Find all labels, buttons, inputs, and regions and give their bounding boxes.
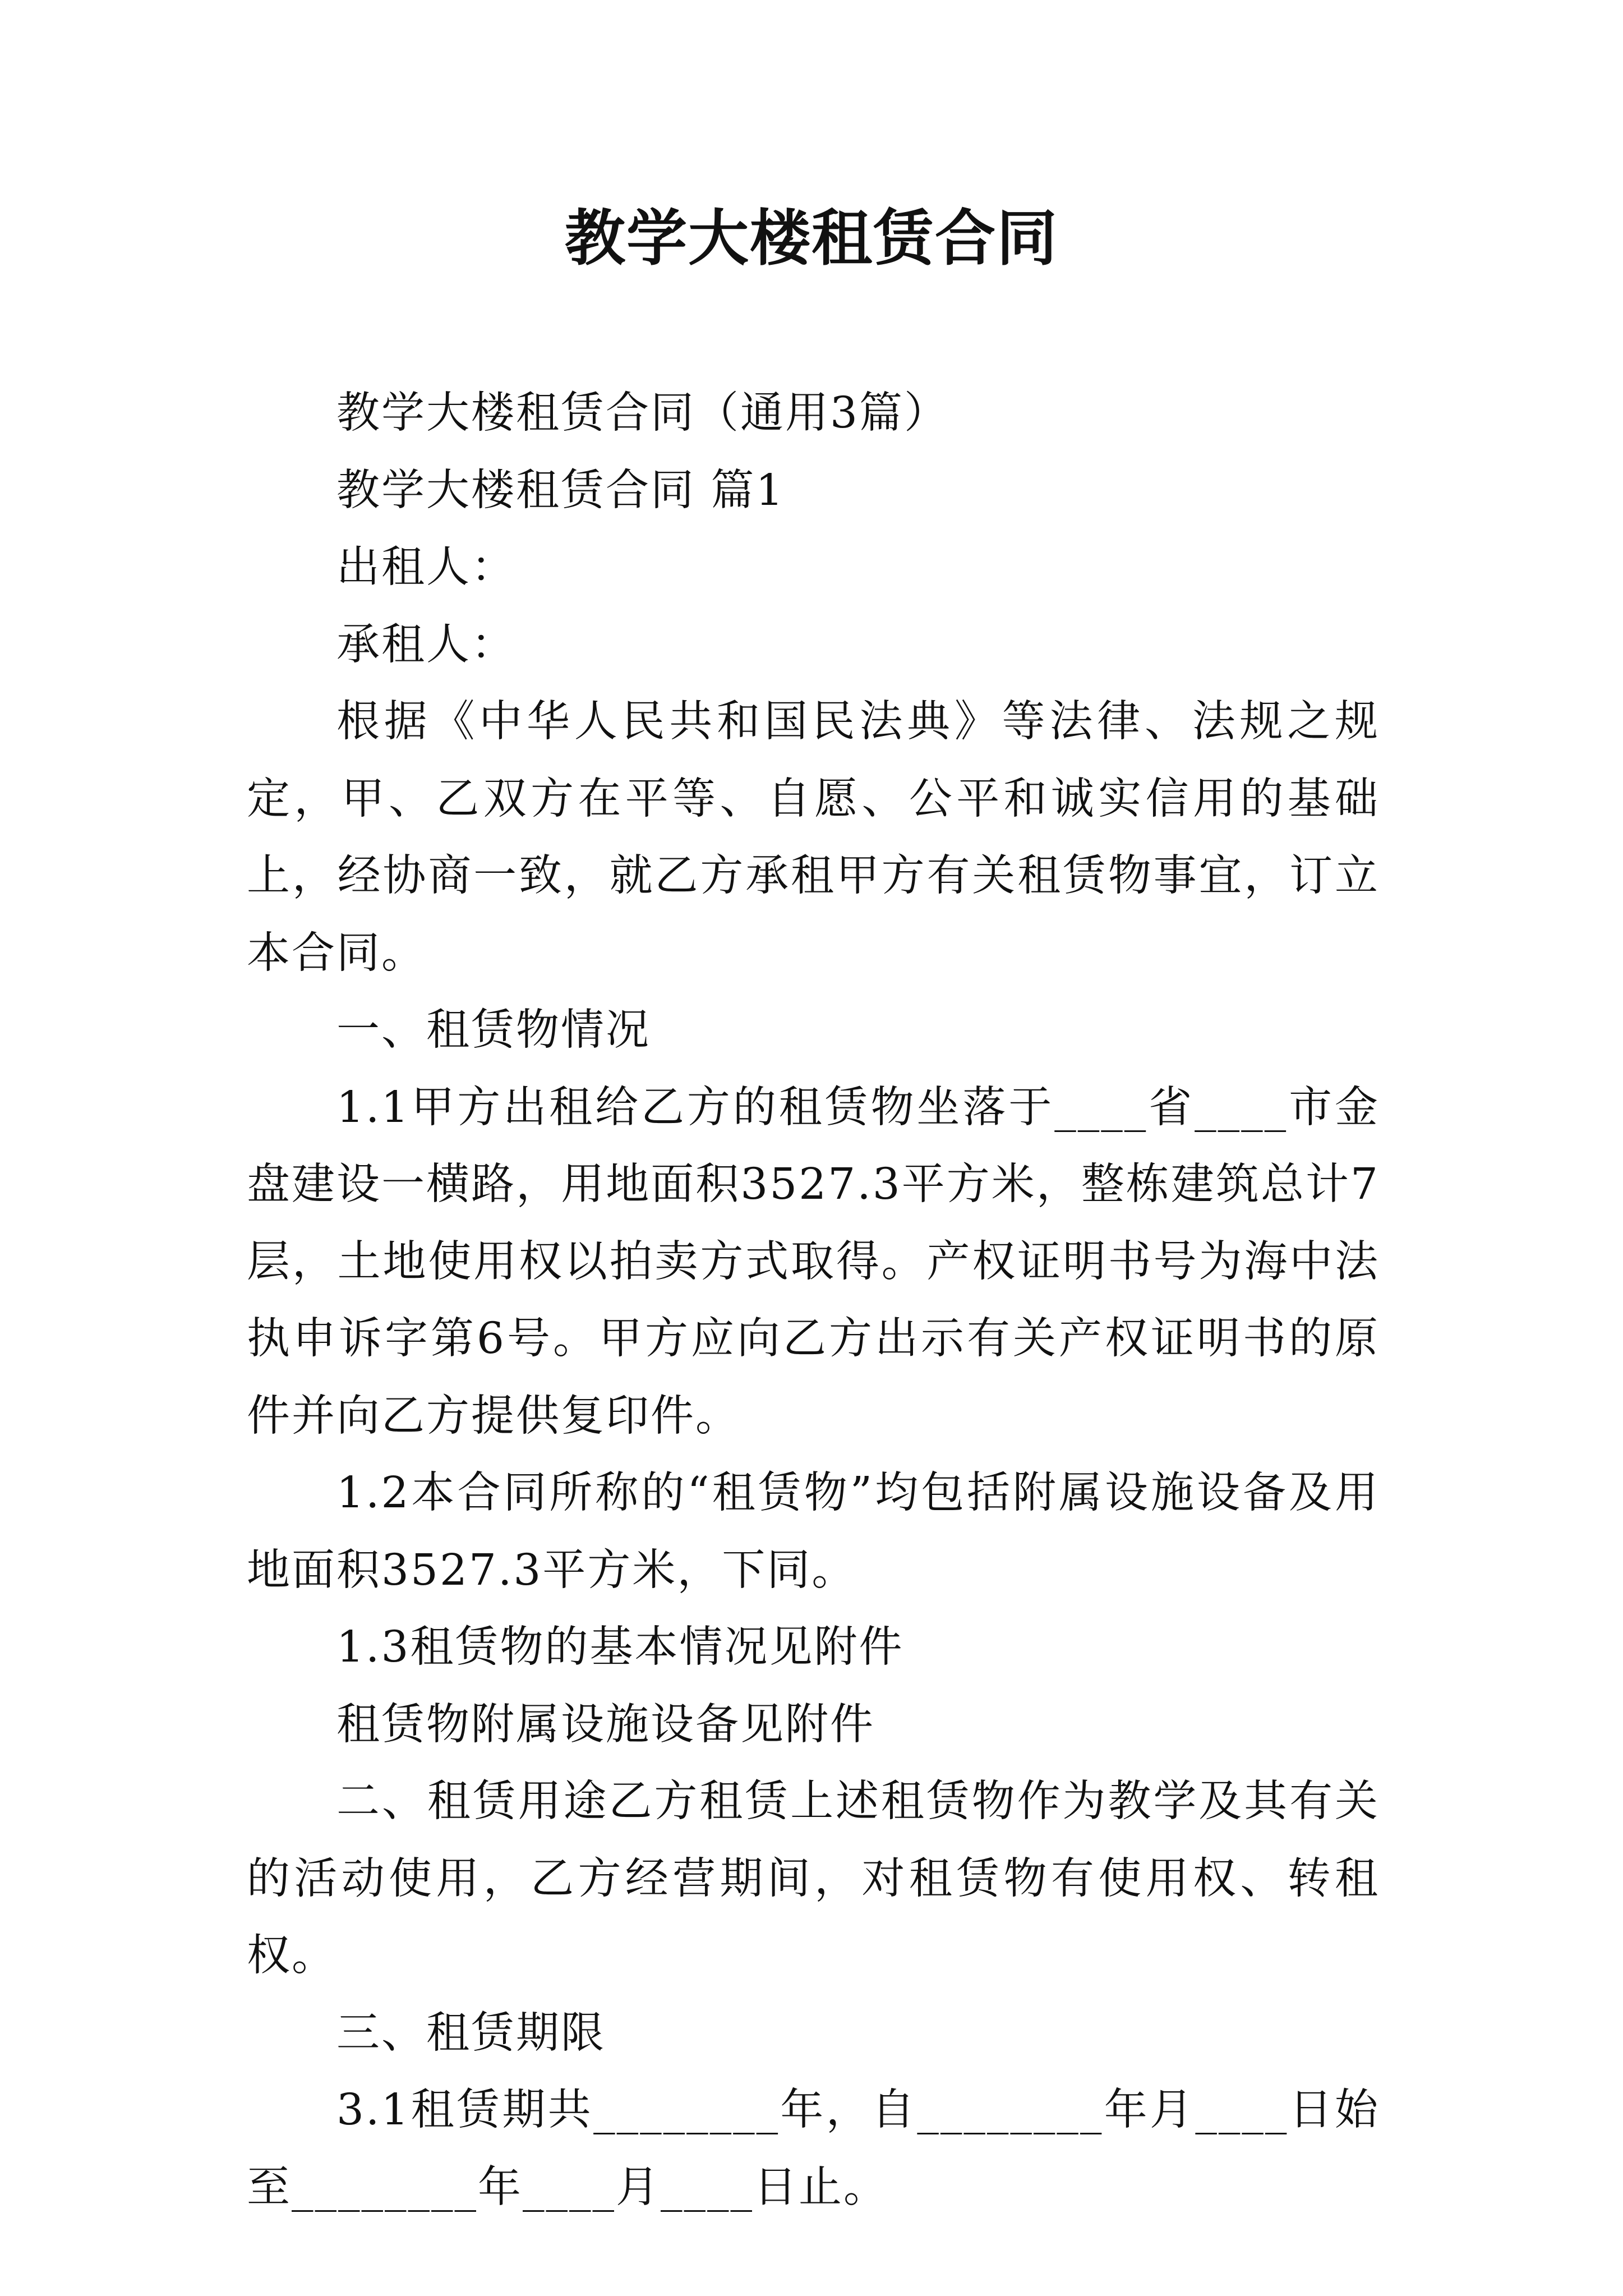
document-body [247, 375, 1380, 2226]
text-line: 租赁物附属设施设备见附件 [336, 1699, 875, 1750]
lessee-paragraph [247, 606, 1380, 684]
preamble-paragraph [247, 683, 1380, 992]
section-1-heading [247, 992, 1380, 1069]
section-2-paragraph [247, 1763, 1380, 1995]
clause-1-1-paragraph [247, 1069, 1380, 1455]
clause-1-3-paragraph [247, 1609, 1380, 1686]
text-line: 商一致，就乙方承租甲方有关租赁物事宜，订立本合同。 [247, 851, 1380, 978]
text-line: 建设一横路，用地面积3527.3平方米，整栋建筑总计7层， [247, 1159, 1380, 1287]
text-line: 字第6号。甲方应向乙方出示有关产权证明书的原件并向乙 [247, 1314, 1380, 1441]
text-line: 地面积3527.3平方米，下同。 [247, 1545, 857, 1595]
text-line: 1.3租赁物的基本情况见附件 [336, 1622, 904, 1672]
section-3-heading [247, 1995, 1380, 2072]
part-heading-paragraph [247, 452, 1380, 530]
clause-1-2-paragraph [247, 1455, 1380, 1609]
subtitle-paragraph [247, 375, 1380, 452]
text-line: 3.1租赁期共________年，自________年月____日始至 [247, 2085, 1380, 2212]
lessor-paragraph [247, 529, 1380, 606]
document-title: 教学大楼租赁合同 [564, 203, 1058, 274]
text-line: 1.2本合同所称的“租赁物”均包括附属设施设备及用 [336, 1468, 1380, 1518]
text-line: 二、租赁用途乙方租赁上述租赁物作为教学及其有关的 [247, 1777, 1380, 1904]
text-line: 教学大楼租赁合同（通用3篇） [336, 388, 949, 438]
text-line: 甲、乙双方在平等、自愿、公平和诚实信用的基础上，经协 [247, 774, 1380, 901]
text-line: ________年____月____日止。 [292, 2162, 888, 2212]
text-line: 承租人： [336, 619, 516, 670]
text-line: 出租人： [336, 542, 516, 592]
text-line: 根据《中华人民共和国民法典》等法律、法规之规定， [247, 697, 1380, 824]
clause-1-3-b-paragraph [247, 1686, 1380, 1764]
text-line: 一、租赁物情况 [336, 1005, 651, 1055]
text-line: 方提供复印件。 [426, 1391, 740, 1441]
text-line: 三、租赁期限 [336, 2008, 606, 2058]
clause-3-1-paragraph [247, 2072, 1380, 2226]
text-line: 1.1甲方出租给乙方的租赁物坐落于____省____市金盘 [247, 1082, 1380, 1209]
text-line: 土地使用权以拍卖方式取得。产权证明书号为海中法执申诉 [247, 1236, 1380, 1364]
text-line: 教学大楼租赁合同 篇1 [336, 465, 785, 516]
text-line: 活动使用，乙方经营期间，对租赁物有使用权、转租权。 [247, 1853, 1380, 1981]
